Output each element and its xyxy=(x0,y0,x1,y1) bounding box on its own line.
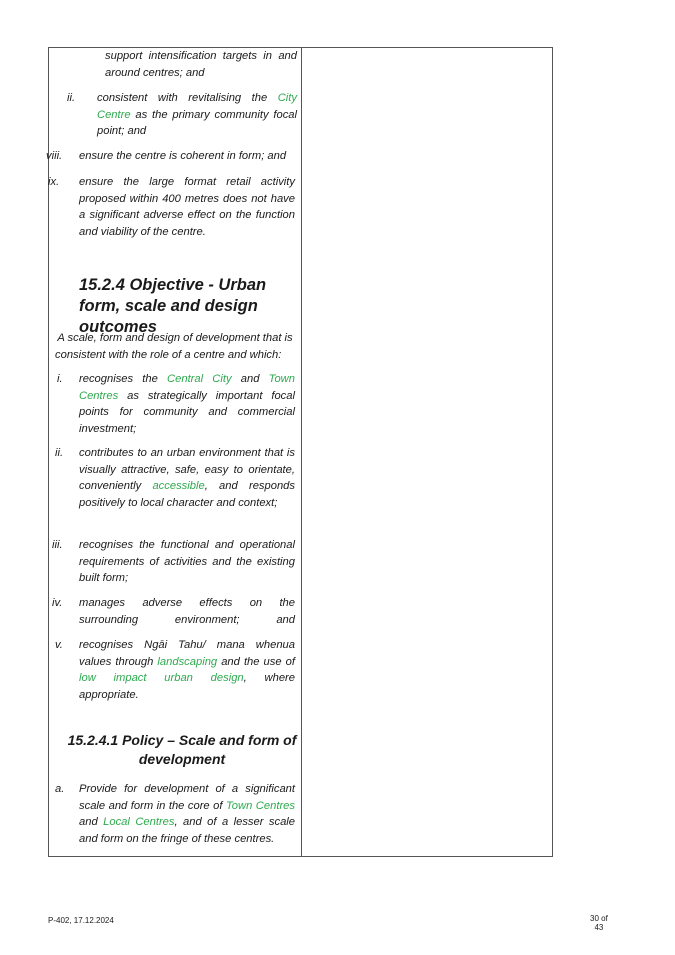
list-item-text: recognises Ngāi Tahu/ mana whenua values through landscaping and the use of low impact urban design, where appropriate. xyxy=(79,639,295,701)
town-centres-link[interactable]: Town Centres xyxy=(79,373,295,402)
list-number: iv. xyxy=(52,597,63,609)
list-number: ix. xyxy=(48,176,60,188)
list-letter: a. xyxy=(55,783,65,795)
low-impact-urban-design-link[interactable]: low impact urban design xyxy=(79,672,244,684)
landscaping-link[interactable]: landscaping xyxy=(157,655,218,668)
page-number xyxy=(590,914,608,932)
list-item-text: manages adverse effects on the surrounding environment; and xyxy=(79,597,295,626)
objective-intro: A scale, form and design of development that is consistent with the role of a centre and which: xyxy=(55,332,293,361)
list-item-text: recognises the Central City and Town Centres as strategically important focal points for community and commercial investment; xyxy=(79,373,295,435)
list-item-text: contributes to an urban environment that is visually attractive, safe, easy to orientate, conveniently accessible, and responds positively to local character and context; xyxy=(79,447,295,509)
central-city-link[interactable]: Central City xyxy=(167,373,232,385)
policy-text: Provide for development of a significant scale and form in the core of Town Centres and Local Centres, and of a lesser scale and form on the fringe of these centres. xyxy=(79,783,296,845)
column-divider xyxy=(301,47,302,857)
list-item-text: ensure the centre is coherent in form; and xyxy=(79,150,287,162)
policy-heading: 15.2.4.1 Policy – Scale and form of development xyxy=(67,732,297,767)
list-number: ii. xyxy=(55,447,64,459)
page-current: 30 of xyxy=(590,914,608,923)
accessible-link[interactable]: accessible xyxy=(152,480,205,492)
town-centres-link[interactable]: Town Centres xyxy=(225,799,295,812)
local-centres-link[interactable]: Local Centres xyxy=(103,816,175,828)
objective-heading: 15.2.4 Objective - Urban form, scale and design outcomes xyxy=(79,276,267,336)
left-cell xyxy=(46,48,301,856)
list-number: i. xyxy=(57,373,63,385)
list-number: v. xyxy=(55,639,63,651)
list-number: iii. xyxy=(52,539,63,551)
list-item-text: recognises the functional and operational requirements of activities and the existing built form; xyxy=(79,539,295,584)
list-number: ii. xyxy=(67,92,76,104)
list-item-text: ensure the large format retail activity proposed within 400 metres does not have a significant adverse effect on the function and viability of the centre. xyxy=(79,176,295,238)
document-reference: P-402, 17.12.2024 xyxy=(48,916,114,925)
list-item-text: consistent with revitalising the City Centre as the primary community focal point; and xyxy=(97,92,297,137)
intensification-text: support intensification targets in and around centres; and xyxy=(105,50,297,79)
list-number: viii. xyxy=(46,150,63,162)
city-centre-link[interactable]: City Centre xyxy=(97,92,297,121)
page-total: 43 xyxy=(594,923,604,932)
